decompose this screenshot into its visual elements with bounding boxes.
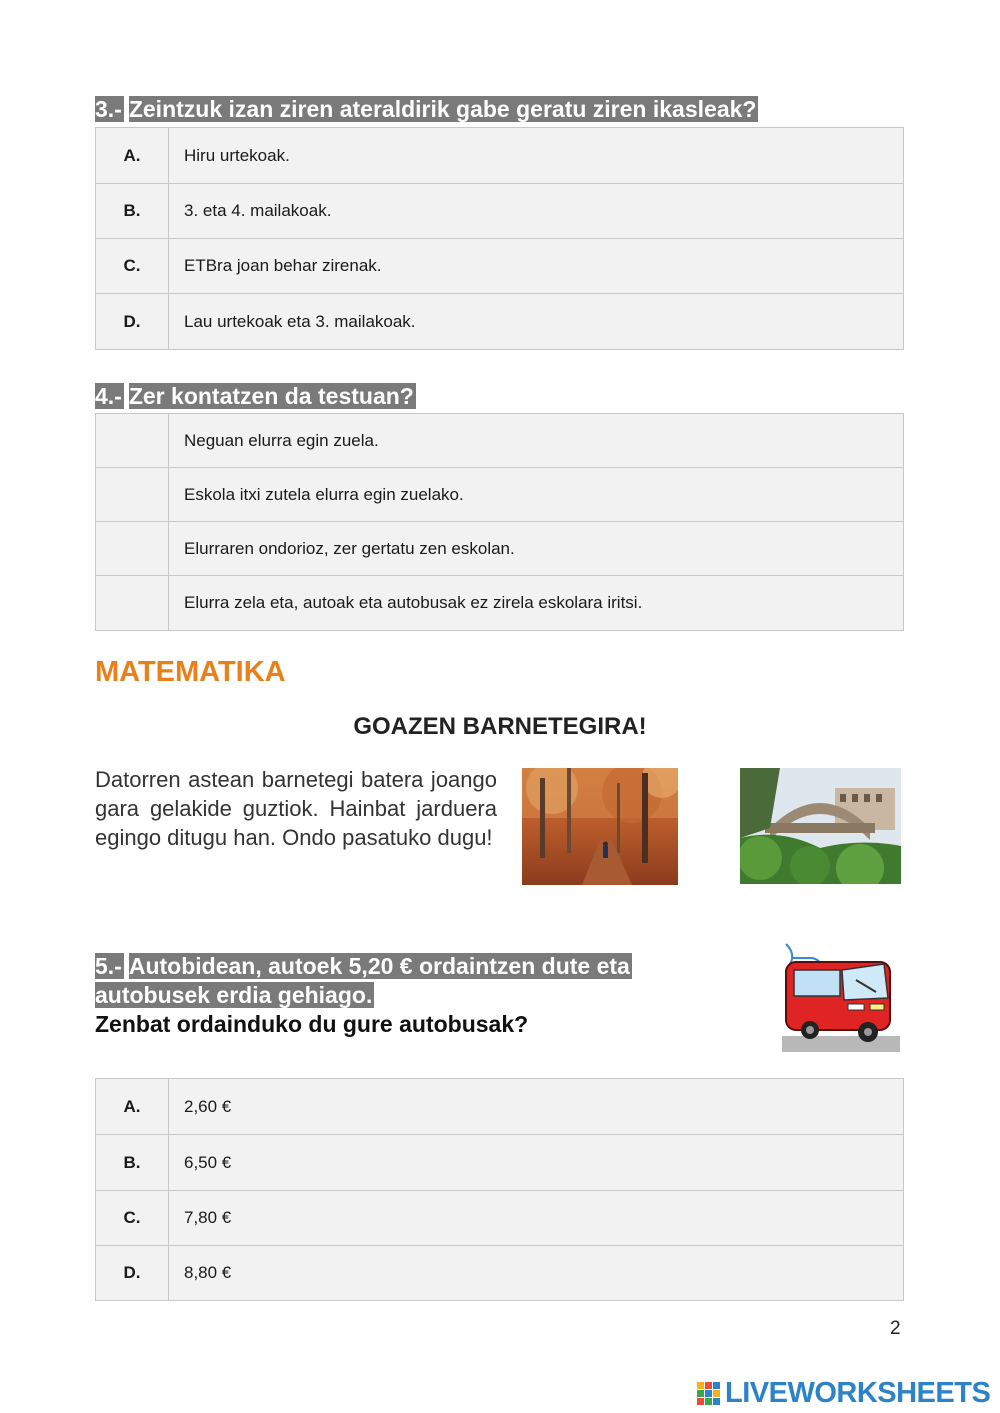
question-3-heading — [95, 95, 758, 124]
option-row[interactable] — [96, 522, 904, 576]
option-letter: D. — [96, 294, 169, 350]
option-row[interactable] — [96, 128, 904, 184]
question-4-heading — [95, 382, 416, 411]
option-letter: B. — [96, 1135, 169, 1191]
option-row[interactable] — [96, 468, 904, 522]
forest-photo — [522, 768, 678, 885]
option-row[interactable] — [96, 576, 904, 631]
option-row[interactable] — [96, 414, 904, 468]
option-letter-blank[interactable] — [96, 576, 169, 631]
option-row[interactable] — [96, 184, 904, 239]
option-text: Elurra zela eta, autoak eta autobusak ez zirela eskolara iritsi. — [169, 576, 904, 631]
option-text: Elurraren ondorioz, zer gertatu zen eskolan. — [169, 522, 904, 576]
option-text: Lau urtekoak eta 3. mailakoak. — [169, 294, 904, 350]
question-5-line3: Zenbat ordainduko du gure autobusak? — [95, 1011, 529, 1037]
activity-title: GOAZEN BARNETEGIRA! — [353, 713, 647, 740]
option-row[interactable] — [96, 294, 904, 350]
bridge-photo — [740, 768, 901, 884]
option-text: 7,80 € — [169, 1191, 904, 1246]
option-row[interactable] — [96, 1079, 904, 1135]
option-text: 8,80 € — [169, 1246, 904, 1301]
option-text: Neguan elurra egin zuela. — [169, 414, 904, 468]
bus-illustration — [782, 940, 900, 1052]
intro-paragraph: Datorren astean barnetegi batera joango gara gelakide guztiok. Hainbat jarduera egingo ditugu han. Ondo pasatuko dugu! — [95, 767, 497, 850]
option-letter: A. — [96, 1079, 169, 1135]
brand-name: LIVEWORKSHEETS — [725, 1377, 991, 1409]
question-4-number: 4.- — [95, 383, 122, 409]
option-text: 2,60 € — [169, 1079, 904, 1135]
option-letter-blank[interactable] — [96, 468, 169, 522]
option-text: Eskola itxi zutela elurra egin zuelako. — [169, 468, 904, 522]
option-row[interactable] — [96, 1135, 904, 1191]
question-3-number: 3.- — [95, 96, 122, 122]
option-text: 3. eta 4. mailakoak. — [169, 184, 904, 239]
section-title: MATEMATIKA — [95, 656, 286, 688]
option-letter: D. — [96, 1246, 169, 1301]
question-3-text: Zeintzuk izan ziren ateraldirik gabe geratu ziren ikasleak? — [128, 96, 757, 122]
question-5-number: 5.- — [95, 953, 122, 979]
option-text: ETBra joan behar zirenak. — [169, 239, 904, 294]
option-letter: C. — [96, 239, 169, 294]
question-4-text: Zer kontatzen da testuan? — [128, 383, 414, 409]
question-5-heading — [95, 952, 735, 1039]
brand-logo — [697, 1377, 990, 1410]
option-letter: A. — [96, 128, 169, 184]
option-text: 6,50 € — [169, 1135, 904, 1191]
option-row[interactable] — [96, 239, 904, 294]
option-letter: C. — [96, 1191, 169, 1246]
page-number: 2 — [890, 1318, 901, 1339]
option-row[interactable] — [96, 1246, 904, 1301]
option-row[interactable] — [96, 1191, 904, 1246]
question-5-line2: autobusek erdia gehiago. — [95, 982, 373, 1008]
brand-grid-icon — [697, 1382, 721, 1406]
option-letter-blank[interactable] — [96, 414, 169, 468]
question-3-options — [95, 127, 904, 350]
option-text: Hiru urtekoak. — [169, 128, 904, 184]
question-4-options — [95, 413, 904, 631]
question-5-line1: Autobidean, autoek 5,20 € ordaintzen dute eta — [128, 953, 630, 979]
question-5-options — [95, 1078, 904, 1301]
option-letter-blank[interactable] — [96, 522, 169, 576]
option-letter: B. — [96, 184, 169, 239]
